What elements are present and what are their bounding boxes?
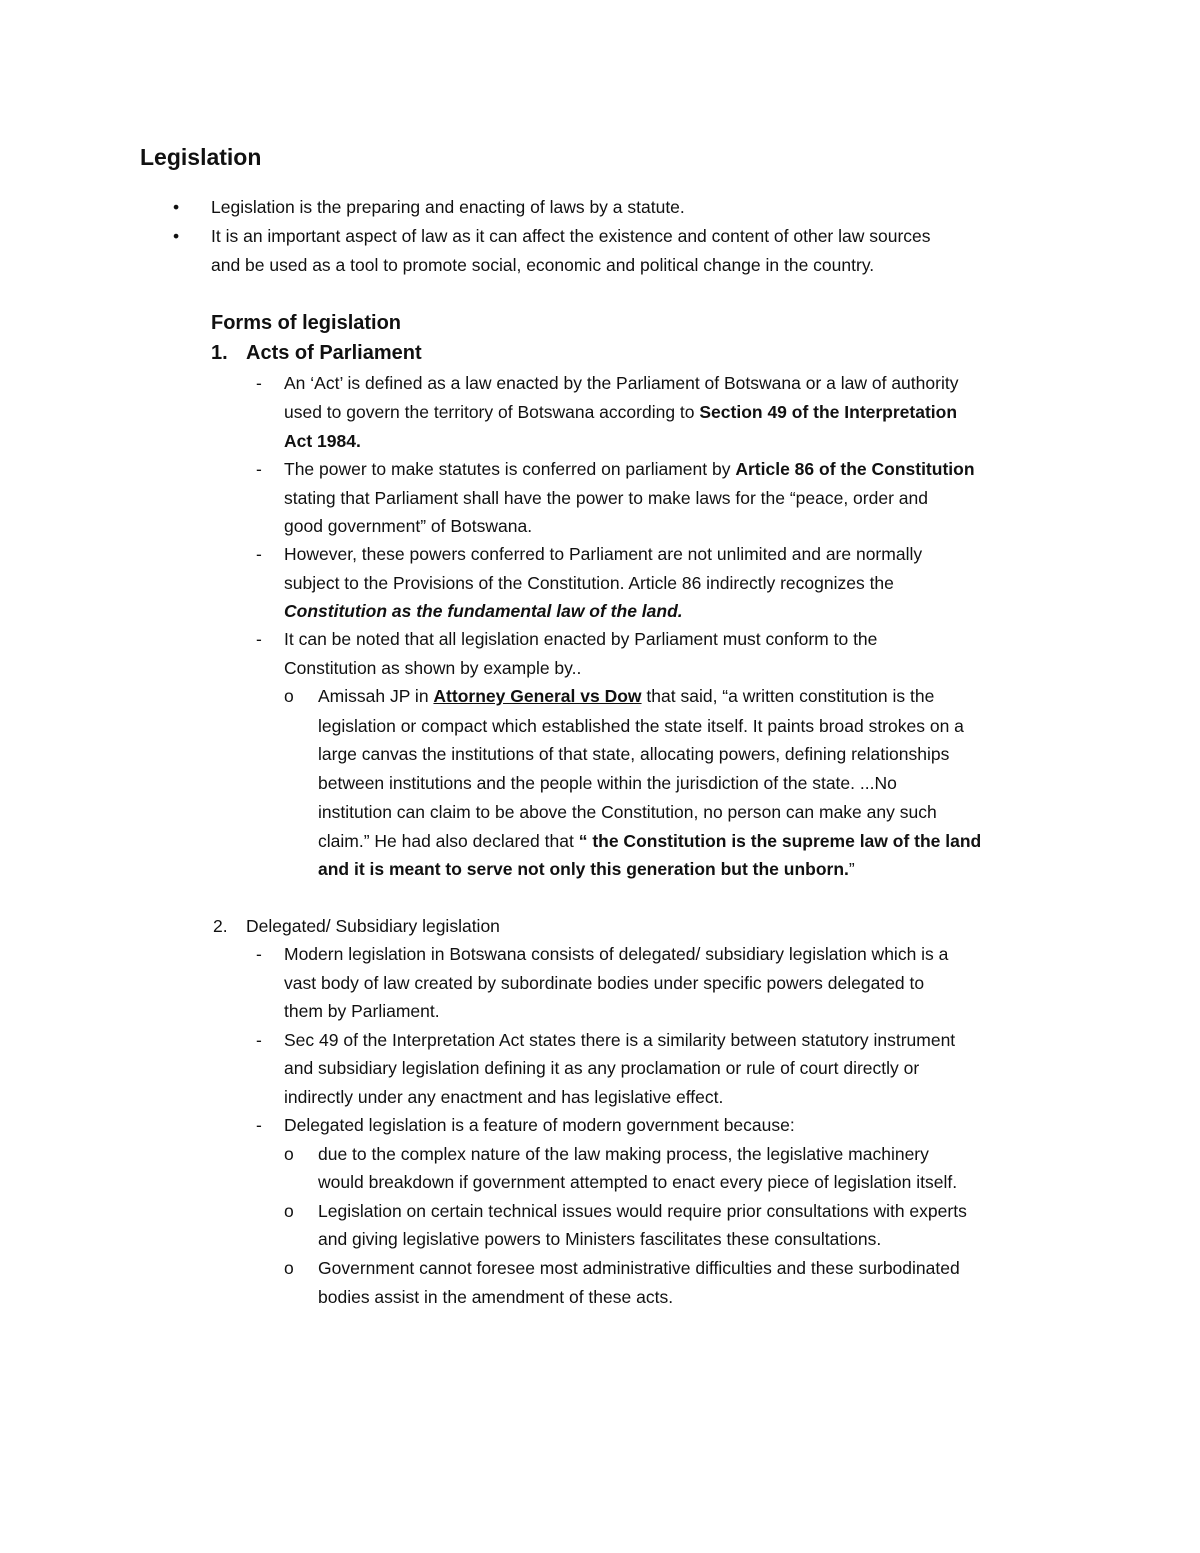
paragraph-line: and subsidiary legislation defining it as any proclamation or rule of court directly or (284, 1058, 920, 1078)
paragraph-line: It can be noted that all legislation enacted by Parliament must conform to the (284, 629, 878, 649)
section-heading: Forms of legislation (211, 312, 402, 334)
quote-line: legislation or compact which established the state itself. It paints broad strokes on a (318, 716, 964, 736)
quote-line: claim.” He had also declared that “ the Constitution is the supreme law of the land (318, 831, 982, 851)
bullet-text: Legislation is the preparing and enacting of laws by a statute. (211, 197, 685, 217)
paragraph-line: Delegated legislation is a feature of modern government because: (284, 1115, 795, 1135)
page-title: Legislation (140, 144, 262, 170)
section-1-title: Acts of Parliament (246, 342, 422, 364)
bullet-text-cont: and be used as a tool to promote social, economic and political change in the country. (211, 255, 875, 275)
dash-marker: - (256, 944, 262, 964)
bullet-marker: • (173, 226, 180, 246)
paragraph-line: stating that Parliament shall have the power to make laws for the “peace, order and (284, 488, 928, 508)
dash-marker: - (256, 1030, 262, 1050)
quote-line: institution can claim to be above the Constitution, no person can make any such (318, 802, 937, 822)
bullet-marker: • (173, 197, 180, 217)
sub-item-line: and giving legislative powers to Ministers fascilitates these consultations. (318, 1229, 882, 1249)
section-1-number: 1. (211, 342, 228, 364)
paragraph-line: An ‘Act’ is defined as a law enacted by the Parliament of Botswana or a law of authority (284, 373, 959, 393)
quote-line: between institutions and the people within the jurisdiction of the state. ...No (318, 773, 897, 793)
paragraph-line: them by Parliament. (284, 1001, 440, 1021)
circle-marker: o (284, 1258, 294, 1278)
paragraph-line: However, these powers conferred to Parliament are not unlimited and are normally (284, 544, 923, 564)
dash-marker: - (256, 373, 262, 393)
paragraph-line: Act 1984. (284, 431, 361, 451)
sub-item-line: Legislation on certain technical issues would require prior consultations with experts (318, 1201, 967, 1221)
paragraph-line: good government” of Botswana. (284, 516, 533, 536)
paragraph-line: used to govern the territory of Botswana according to Section 49 of the Interpretation (284, 402, 958, 422)
sub-item-line: due to the complex nature of the law making process, the legislative machinery (318, 1144, 929, 1164)
case-name: Attorney General vs Dow (433, 686, 642, 706)
sub-item-line: would breakdown if government attempted to enact every piece of legislation itself. (318, 1172, 958, 1192)
circle-marker: o (284, 1201, 294, 1221)
dash-marker: - (256, 629, 262, 649)
paragraph-line: indirectly under any enactment and has legislative effect. (284, 1087, 724, 1107)
paragraph-line: The power to make statutes is conferred on parliament by Article 86 of the Constitution (284, 459, 975, 479)
quote-line: Amissah JP in Attorney General vs Dow that said, “a written constitution is the (318, 686, 935, 706)
sub-item-line: bodies assist in the amendment of these acts. (318, 1287, 674, 1307)
paragraph-line: vast body of law created by subordinate bodies under specific powers delegated to (284, 973, 925, 993)
paragraph-line: Modern legislation in Botswana consists of delegated/ subsidiary legislation which is a (284, 944, 949, 964)
quote-line: and it is meant to serve not only this generation but the unborn.” (318, 859, 855, 879)
quote-line: large canvas the institutions of that state, allocating powers, defining relationships (318, 744, 950, 764)
dash-marker: - (256, 1115, 262, 1135)
paragraph-line: subject to the Provisions of the Constitution. Article 86 indirectly recognizes the (284, 573, 894, 593)
bullet-text: It is an important aspect of law as it can affect the existence and content of other law sources (211, 226, 931, 246)
paragraph-line: Sec 49 of the Interpretation Act states there is a similarity between statutory instrument (284, 1030, 956, 1050)
dash-marker: - (256, 459, 262, 479)
paragraph-line: Constitution as shown by example by.. (284, 658, 582, 678)
paragraph-line: Constitution as the fundamental law of the land. (284, 601, 683, 621)
section-2-title: Delegated/ Subsidiary legislation (246, 916, 500, 936)
circle-marker: o (284, 686, 294, 706)
circle-marker: o (284, 1144, 294, 1164)
dash-marker: - (256, 544, 262, 564)
section-2-number: 2. (213, 916, 228, 936)
sub-item-line: Government cannot foresee most administrative difficulties and these surbodinated (318, 1258, 960, 1278)
